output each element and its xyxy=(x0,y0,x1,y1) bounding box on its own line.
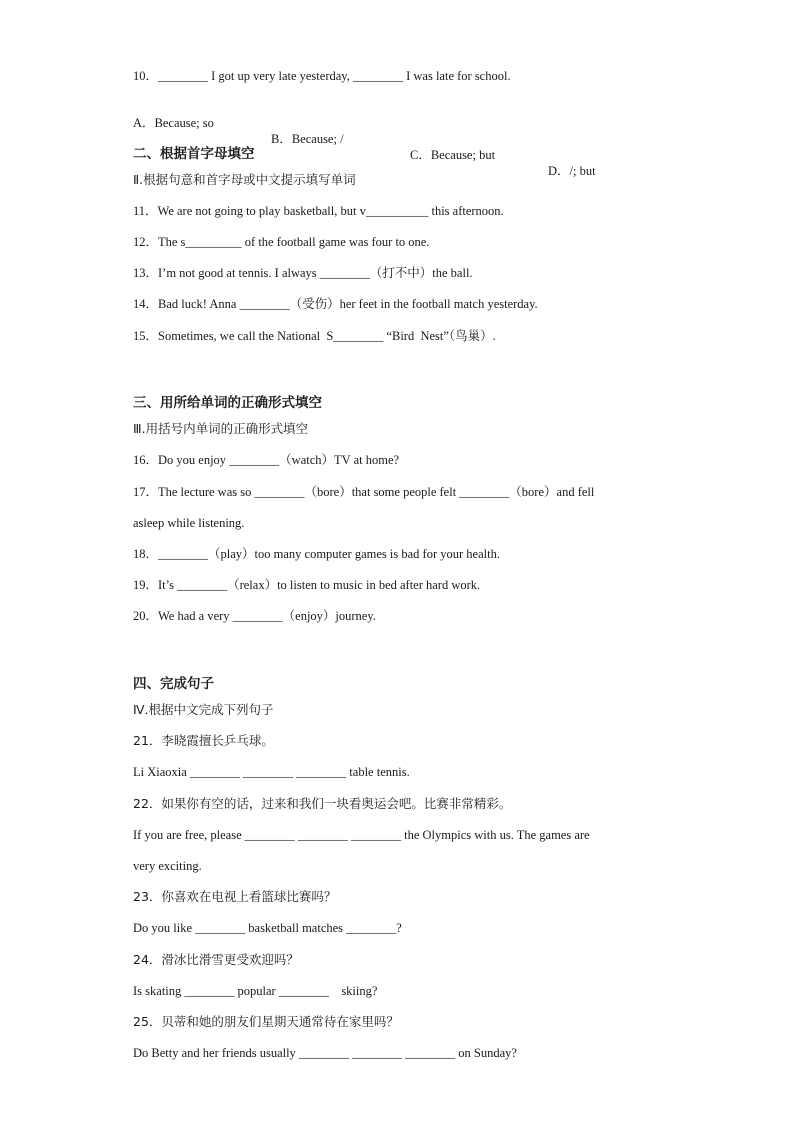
section-4-title: 四、完成句子 xyxy=(133,676,214,692)
option-c: C．Because; but xyxy=(410,148,496,162)
question-23-chinese: 23．你喜欢在电视上看篮球比赛吗？ xyxy=(133,889,337,904)
question-20: 20．We had a very ________（enjoy）journey. xyxy=(133,609,376,623)
question-11: 11．We are not going to play basketball, but v__________ this afternoon. xyxy=(133,204,504,218)
question-15: 15．Sometimes, we call the National S________ “Bird Nest”（鸟巢）. xyxy=(133,329,496,343)
section-2-title: 二、根据首字母填空 xyxy=(133,146,255,162)
question-24-chinese: 24．滑冰比滑雪更受欢迎吗？ xyxy=(133,952,299,967)
section-3-instruction: Ⅲ.用括号内单词的正确形式填空 xyxy=(133,421,309,436)
option-d: D．/; but xyxy=(548,164,596,178)
question-21-chinese: 21．李晓霞擅长乒乓球。 xyxy=(133,733,274,748)
question-18: 18．________（play）too many computer games is bad for your health. xyxy=(133,547,500,561)
question-22-english-line-2: very exciting. xyxy=(133,859,202,873)
question-19: 19．It’s ________（relax）to listen to music in bed after hard work. xyxy=(133,578,481,592)
question-10-stem: 10．________ I got up very late yesterday, ________ I was late for school. xyxy=(133,69,511,83)
section-4-instruction: Ⅳ.根据中文完成下列句子 xyxy=(133,702,274,717)
option-b: B．Because; / xyxy=(271,132,344,146)
section-3-title: 三、用所给单词的正确形式填空 xyxy=(133,395,322,411)
question-21-english: Li Xiaoxia ________ ________ ________ table tennis. xyxy=(133,765,410,779)
question-25-chinese: 25．贝蒂和她的朋友们星期天通常待在家里吗？ xyxy=(133,1014,399,1029)
question-16: 16．Do you enjoy ________（watch）TV at home? xyxy=(133,453,400,467)
question-25-english: Do Betty and her friends usually ________ ________ ________ on Sunday? xyxy=(133,1046,517,1060)
question-24-english: Is skating ________ popular ________ skiing? xyxy=(133,984,378,998)
section-2-instruction: Ⅱ.根据句意和首字母或中文提示填写单词 xyxy=(133,172,356,187)
question-14: 14．Bad luck! Anna ________（受伤）her feet in the football match yesterday. xyxy=(133,297,538,311)
question-23-english: Do you like ________ basketball matches ________? xyxy=(133,921,402,935)
question-10-options xyxy=(133,99,674,179)
question-17-line-1: 17．The lecture was so ________（bore）that some people felt ________（bore）and fell xyxy=(133,485,595,499)
question-13: 13．I’m not good at tennis. I always ________（打不中）the ball. xyxy=(133,266,473,280)
question-17-line-2: asleep while listening. xyxy=(133,516,245,530)
question-22-chinese: 22．如果你有空的话，过来和我们一块看奥运会吧。比赛非常精彩。 xyxy=(133,796,512,811)
question-12: 12．The s_________ of the football game was four to one. xyxy=(133,235,430,249)
question-22-english-line-1: If you are free, please ________ ________ ________ the Olympics with us. The games are xyxy=(133,828,590,842)
option-a: A．Because; so xyxy=(133,116,214,130)
